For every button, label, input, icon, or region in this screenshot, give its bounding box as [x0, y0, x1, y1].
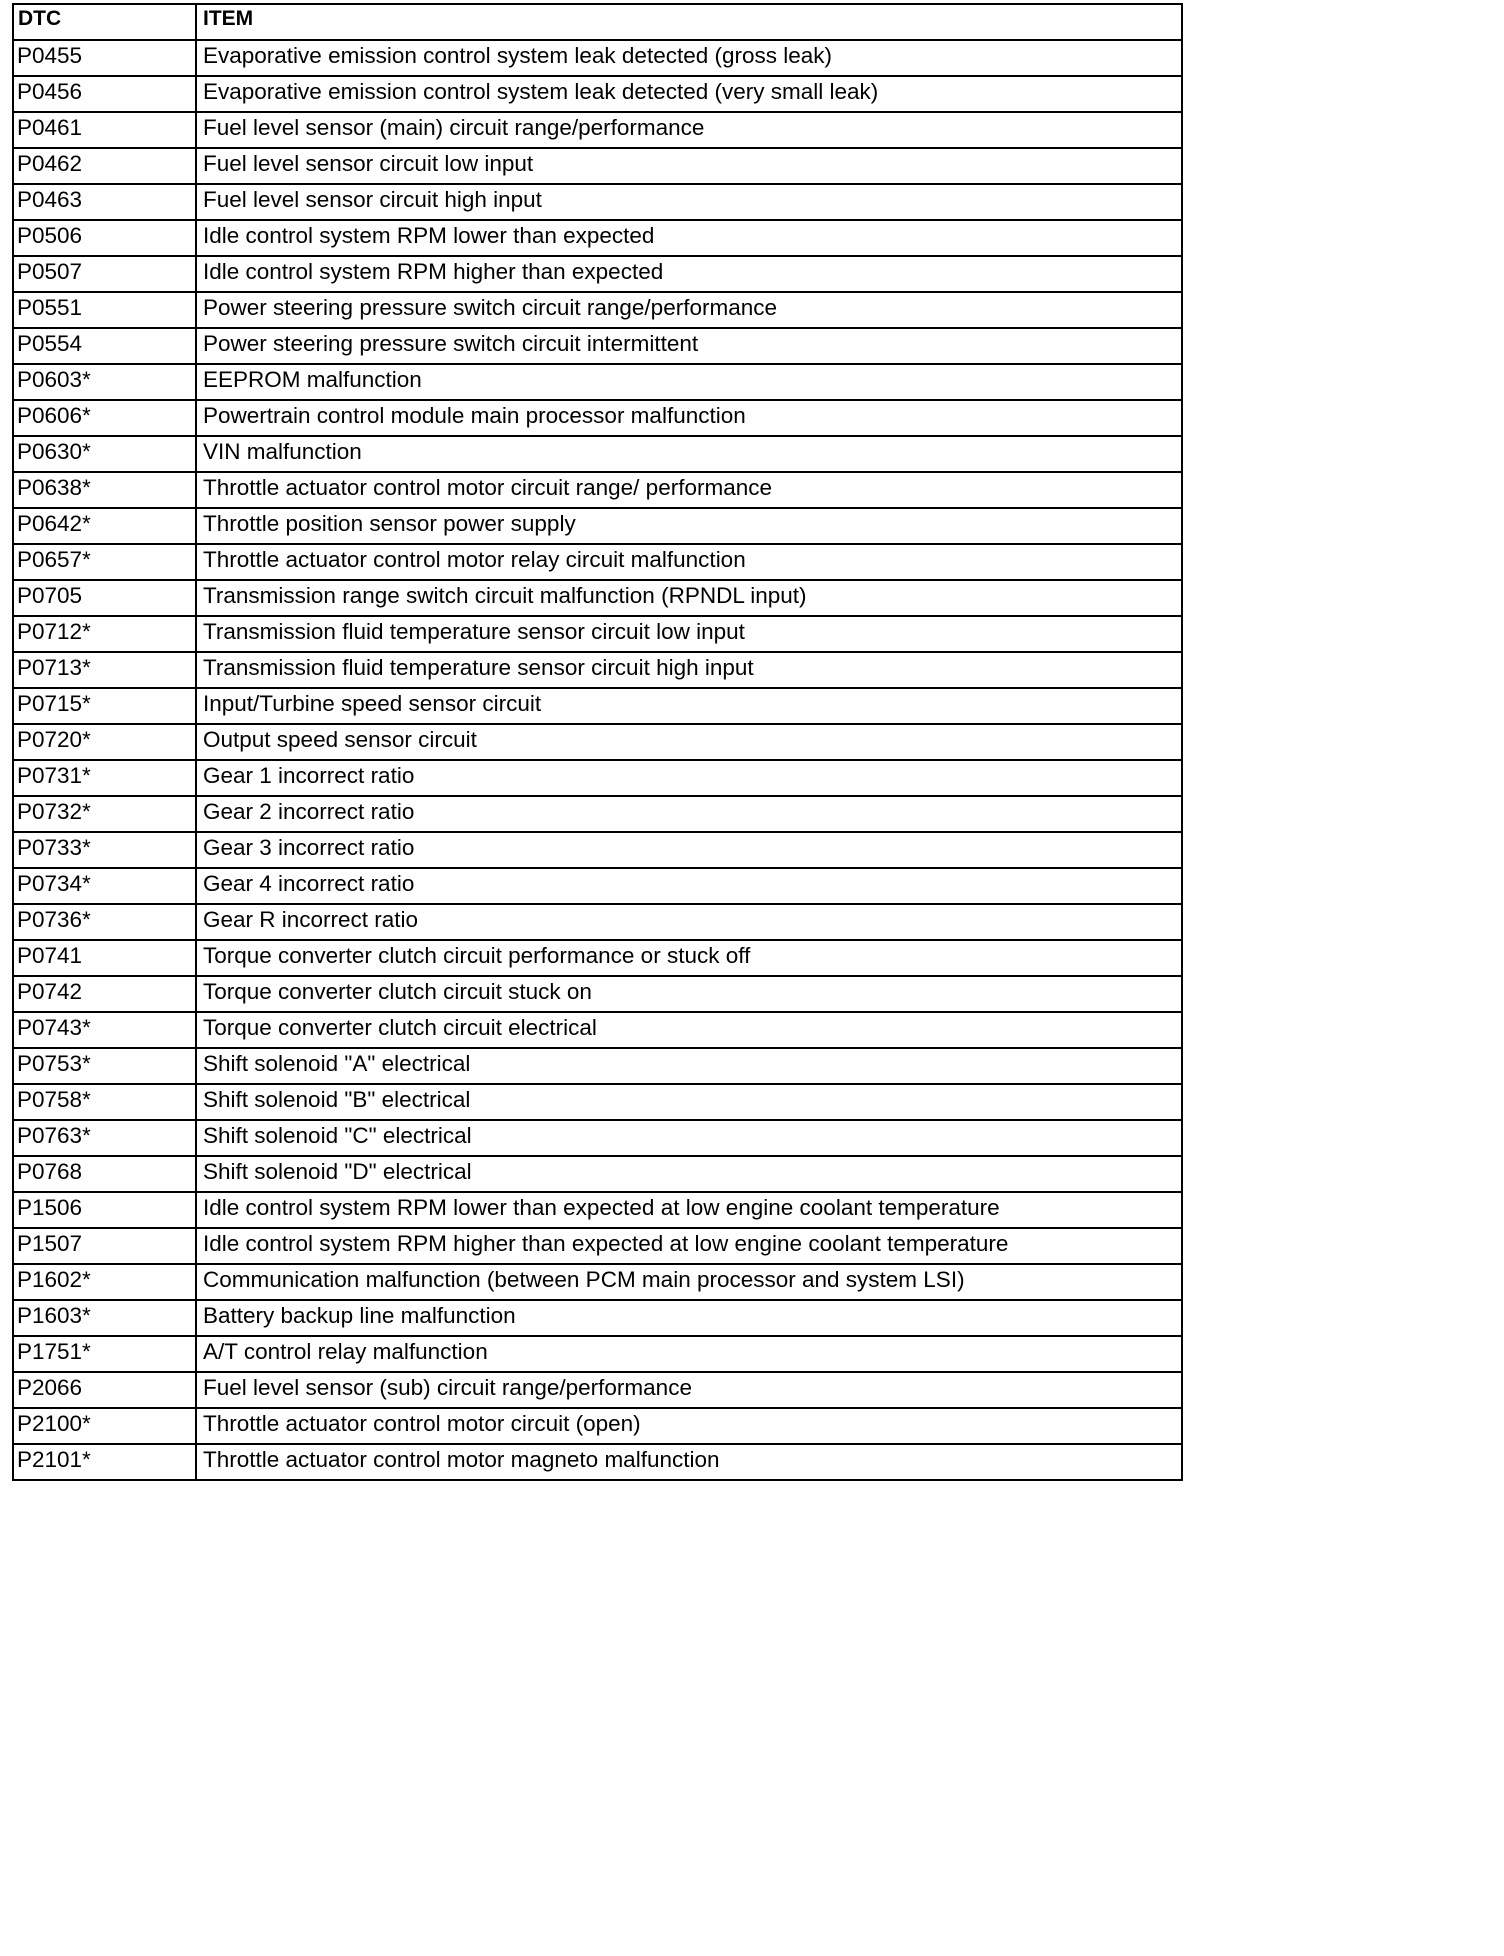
dtc-code-cell: P2066: [13, 1372, 196, 1408]
dtc-code-cell: P1751*: [13, 1336, 196, 1372]
table-row: [13, 724, 1182, 760]
dtc-item-cell: Throttle actuator control motor magneto malfunction: [196, 1444, 1182, 1480]
table-row: [13, 976, 1182, 1012]
dtc-code-cell: P1507: [13, 1228, 196, 1264]
dtc-item-cell: Gear 2 incorrect ratio: [196, 796, 1182, 832]
dtc-code-cell: P0712*: [13, 616, 196, 652]
dtc-item-cell: Shift solenoid "C" electrical: [196, 1120, 1182, 1156]
dtc-item-cell: Throttle actuator control motor relay circuit malfunction: [196, 544, 1182, 580]
dtc-code-cell: P0603*: [13, 364, 196, 400]
table-row: [13, 904, 1182, 940]
dtc-table: [12, 3, 1183, 1481]
dtc-code-cell: P0705: [13, 580, 196, 616]
dtc-item-cell: EEPROM malfunction: [196, 364, 1182, 400]
table-row: [13, 508, 1182, 544]
dtc-item-cell: Shift solenoid "B" electrical: [196, 1084, 1182, 1120]
dtc-code-cell: P0753*: [13, 1048, 196, 1084]
dtc-item-cell: A/T control relay malfunction: [196, 1336, 1182, 1372]
table-row: [13, 544, 1182, 580]
table-row: [13, 760, 1182, 796]
dtc-item-cell: Shift solenoid "D" electrical: [196, 1156, 1182, 1192]
table-row: [13, 1120, 1182, 1156]
dtc-code-cell: P0743*: [13, 1012, 196, 1048]
table-row: [13, 436, 1182, 472]
table-row: [13, 940, 1182, 976]
dtc-item-cell: Shift solenoid "A" electrical: [196, 1048, 1182, 1084]
dtc-code-cell: P0741: [13, 940, 196, 976]
table-row: [13, 112, 1182, 148]
dtc-item-cell: Idle control system RPM higher than expected at low engine coolant temperature: [196, 1228, 1182, 1264]
table-row: [13, 652, 1182, 688]
dtc-code-cell: P0456: [13, 76, 196, 112]
table-row: [13, 76, 1182, 112]
dtc-item-cell: Powertrain control module main processor malfunction: [196, 400, 1182, 436]
table-row: [13, 1408, 1182, 1444]
dtc-code-cell: P0733*: [13, 832, 196, 868]
table-row: [13, 796, 1182, 832]
table-row: [13, 148, 1182, 184]
table-row: [13, 1192, 1182, 1228]
dtc-code-cell: P0461: [13, 112, 196, 148]
dtc-item-cell: Idle control system RPM higher than expected: [196, 256, 1182, 292]
dtc-item-cell: Throttle position sensor power supply: [196, 508, 1182, 544]
dtc-code-cell: P0630*: [13, 436, 196, 472]
dtc-code-cell: P0732*: [13, 796, 196, 832]
table-row: [13, 1084, 1182, 1120]
dtc-code-cell: P2101*: [13, 1444, 196, 1480]
table-row: [13, 1228, 1182, 1264]
table-row: [13, 1372, 1182, 1408]
table-row: [13, 1300, 1182, 1336]
column-header-item: ITEM: [196, 4, 1182, 40]
table-row: [13, 1444, 1182, 1480]
dtc-item-cell: Gear 3 incorrect ratio: [196, 832, 1182, 868]
dtc-item-cell: Power steering pressure switch circuit intermittent: [196, 328, 1182, 364]
dtc-code-cell: P0455: [13, 40, 196, 76]
dtc-item-cell: Power steering pressure switch circuit range/performance: [196, 292, 1182, 328]
table-row: [13, 1336, 1182, 1372]
dtc-item-cell: VIN malfunction: [196, 436, 1182, 472]
dtc-code-cell: P1602*: [13, 1264, 196, 1300]
dtc-item-cell: Torque converter clutch circuit stuck on: [196, 976, 1182, 1012]
dtc-item-cell: Evaporative emission control system leak detected (gross leak): [196, 40, 1182, 76]
dtc-item-cell: Transmission fluid temperature sensor circuit high input: [196, 652, 1182, 688]
dtc-item-cell: Throttle actuator control motor circuit range/ performance: [196, 472, 1182, 508]
dtc-code-cell: P0462: [13, 148, 196, 184]
dtc-code-cell: P0763*: [13, 1120, 196, 1156]
dtc-code-cell: P0731*: [13, 760, 196, 796]
table-row: [13, 580, 1182, 616]
dtc-code-cell: P0734*: [13, 868, 196, 904]
dtc-code-cell: P1506: [13, 1192, 196, 1228]
dtc-item-cell: Transmission range switch circuit malfunction (RPNDL input): [196, 580, 1182, 616]
dtc-item-cell: Idle control system RPM lower than expected at low engine coolant temperature: [196, 1192, 1182, 1228]
dtc-item-cell: Gear 1 incorrect ratio: [196, 760, 1182, 796]
dtc-code-cell: P0657*: [13, 544, 196, 580]
dtc-code-cell: P0638*: [13, 472, 196, 508]
table-row: [13, 688, 1182, 724]
dtc-item-cell: Output speed sensor circuit: [196, 724, 1182, 760]
table-row: [13, 220, 1182, 256]
dtc-code-cell: P0720*: [13, 724, 196, 760]
table-row: [13, 472, 1182, 508]
table-row: [13, 832, 1182, 868]
table-row: [13, 1156, 1182, 1192]
table-row: [13, 1264, 1182, 1300]
dtc-code-cell: P0715*: [13, 688, 196, 724]
table-row: [13, 40, 1182, 76]
dtc-code-cell: P0551: [13, 292, 196, 328]
dtc-item-cell: Gear R incorrect ratio: [196, 904, 1182, 940]
dtc-code-cell: P0642*: [13, 508, 196, 544]
dtc-item-cell: Battery backup line malfunction: [196, 1300, 1182, 1336]
dtc-code-cell: P0507: [13, 256, 196, 292]
table-body: [13, 40, 1182, 1480]
dtc-item-cell: Input/Turbine speed sensor circuit: [196, 688, 1182, 724]
dtc-item-cell: Throttle actuator control motor circuit (open): [196, 1408, 1182, 1444]
table-row: [13, 256, 1182, 292]
dtc-item-cell: Gear 4 incorrect ratio: [196, 868, 1182, 904]
column-header-dtc: DTC: [13, 4, 196, 40]
table-row: [13, 1012, 1182, 1048]
dtc-code-cell: P0506: [13, 220, 196, 256]
dtc-code-cell: P0713*: [13, 652, 196, 688]
dtc-code-cell: P0758*: [13, 1084, 196, 1120]
table-row: [13, 616, 1182, 652]
dtc-code-cell: P0463: [13, 184, 196, 220]
table-header: [13, 4, 1182, 40]
dtc-code-cell: P1603*: [13, 1300, 196, 1336]
dtc-code-cell: P0554: [13, 328, 196, 364]
dtc-item-cell: Fuel level sensor (sub) circuit range/performance: [196, 1372, 1182, 1408]
table-row: [13, 1048, 1182, 1084]
table-row: [13, 184, 1182, 220]
dtc-item-cell: Fuel level sensor circuit low input: [196, 148, 1182, 184]
dtc-code-cell: P0742: [13, 976, 196, 1012]
header-row: [13, 4, 1182, 40]
dtc-item-cell: Torque converter clutch circuit performance or stuck off: [196, 940, 1182, 976]
table-row: [13, 400, 1182, 436]
table-row: [13, 868, 1182, 904]
dtc-item-cell: Torque converter clutch circuit electrical: [196, 1012, 1182, 1048]
dtc-item-cell: Communication malfunction (between PCM main processor and system LSI): [196, 1264, 1182, 1300]
dtc-code-cell: P0768: [13, 1156, 196, 1192]
dtc-code-cell: P2100*: [13, 1408, 196, 1444]
table-row: [13, 328, 1182, 364]
dtc-item-cell: Transmission fluid temperature sensor circuit low input: [196, 616, 1182, 652]
dtc-item-cell: Fuel level sensor (main) circuit range/performance: [196, 112, 1182, 148]
dtc-code-cell: P0606*: [13, 400, 196, 436]
dtc-item-cell: Evaporative emission control system leak detected (very small leak): [196, 76, 1182, 112]
dtc-code-cell: P0736*: [13, 904, 196, 940]
table-row: [13, 364, 1182, 400]
dtc-item-cell: Idle control system RPM lower than expected: [196, 220, 1182, 256]
table-row: [13, 292, 1182, 328]
dtc-item-cell: Fuel level sensor circuit high input: [196, 184, 1182, 220]
